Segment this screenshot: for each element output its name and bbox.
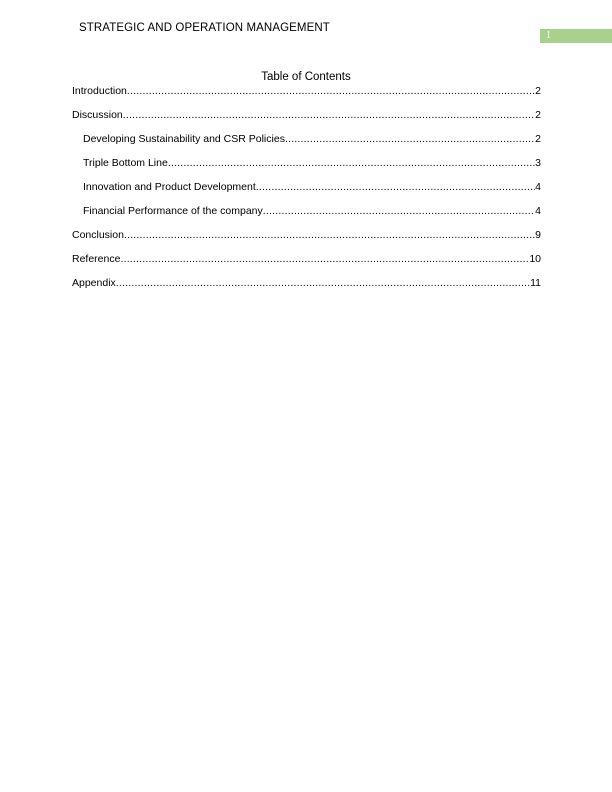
toc-entry-page: 10 xyxy=(529,253,541,265)
toc-heading: Table of Contents xyxy=(261,71,351,83)
toc-dot-leader xyxy=(124,229,535,241)
toc-entry-page: 3 xyxy=(535,157,541,169)
toc-entry-label: Innovation and Product Development xyxy=(83,181,256,193)
toc-entry-triple-bottom-line[interactable] xyxy=(72,156,541,180)
toc-entry-introduction[interactable] xyxy=(72,84,541,108)
toc-entry-label: Reference xyxy=(72,253,121,265)
toc-dot-leader xyxy=(263,205,535,217)
toc-dot-leader xyxy=(127,85,535,97)
toc-dot-leader xyxy=(285,133,535,145)
toc-entry-sustainability-csr[interactable] xyxy=(72,132,541,156)
toc-dot-leader xyxy=(123,109,535,121)
table-of-contents xyxy=(72,84,541,300)
toc-dot-leader xyxy=(168,157,535,169)
toc-entry-page: 2 xyxy=(535,85,541,97)
toc-entry-innovation[interactable] xyxy=(72,180,541,204)
toc-entry-label: Discussion xyxy=(72,109,123,121)
toc-entry-page: 2 xyxy=(535,133,541,145)
toc-entry-label: Appendix xyxy=(72,277,116,289)
toc-entry-conclusion[interactable] xyxy=(72,228,541,252)
toc-entry-financial-performance[interactable] xyxy=(72,204,541,228)
toc-entry-page: 4 xyxy=(535,181,541,193)
toc-entry-page: 4 xyxy=(535,205,541,217)
toc-dot-leader xyxy=(256,181,535,193)
toc-entry-label: Financial Performance of the company xyxy=(83,205,263,217)
toc-entry-page: 9 xyxy=(535,229,541,241)
toc-dot-leader xyxy=(120,253,529,265)
running-header-title: STRATEGIC AND OPERATION MANAGEMENT xyxy=(79,22,330,34)
toc-entry-appendix[interactable] xyxy=(72,276,541,300)
toc-entry-discussion[interactable] xyxy=(72,108,541,132)
toc-entry-page: 11 xyxy=(530,277,541,289)
toc-entry-label: Conclusion xyxy=(72,229,124,241)
toc-entry-label: Developing Sustainability and CSR Policies xyxy=(83,133,285,145)
toc-entry-label: Triple Bottom Line xyxy=(83,157,168,169)
page-number-badge: 1 xyxy=(540,29,612,43)
toc-entry-label: Introduction xyxy=(72,85,127,97)
toc-entry-reference[interactable] xyxy=(72,252,541,276)
toc-entry-page: 2 xyxy=(535,109,541,121)
toc-dot-leader xyxy=(116,277,530,289)
